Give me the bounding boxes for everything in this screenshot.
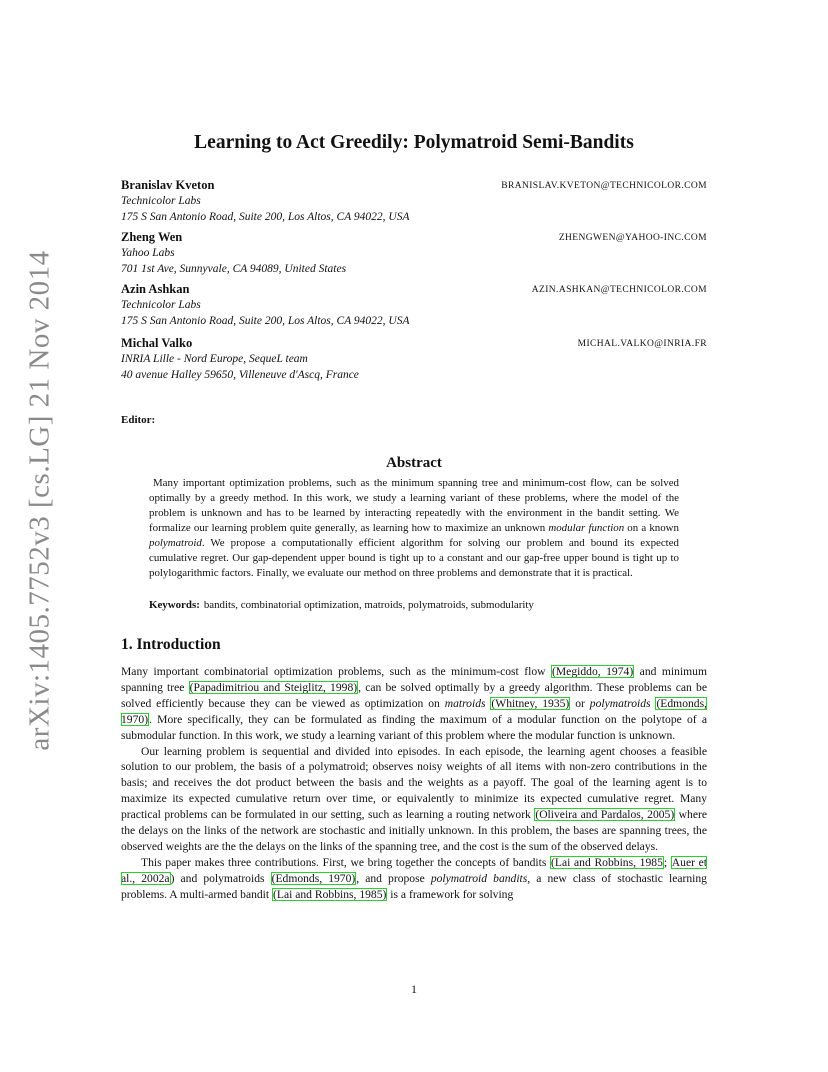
paragraph (121, 855, 707, 903)
author-affiliation: Yahoo Labs (121, 247, 175, 259)
abstract-part: on a known (624, 522, 679, 534)
section-body (121, 664, 707, 903)
page-number: 1 (411, 982, 417, 996)
citation-link[interactable]: Auer et al., 2002a (121, 855, 708, 885)
text-run: is a framework for solving (387, 887, 514, 901)
author-block (121, 229, 707, 277)
author-affiliation: INRIA Lille - Nord Europe, SequeL team (121, 353, 308, 365)
text-run: or (570, 696, 590, 710)
author-address: 175 S San Antonio Road, Suite 200, Los Altos, CA 94022, USA (121, 315, 410, 327)
keywords-label: Keywords: (149, 599, 200, 611)
section-heading: 1. Introduction (121, 636, 221, 653)
editor-label: Editor: (121, 414, 156, 426)
author-email: ZHENGWEN@YAHOO-INC.COM (558, 233, 707, 243)
emphasis: polymatroid bandits (430, 871, 528, 885)
text-run: , a new class of stochastic learning problems. A multi-armed bandit (121, 871, 707, 901)
keywords-text: bandits, combinatorial optimization, matroids, polymatroids, submodularity (203, 599, 534, 611)
author-email: AZIN.ASHKAN@TECHNICOLOR.COM (531, 285, 707, 295)
author-block (121, 335, 707, 383)
author-address: 175 S San Antonio Road, Suite 200, Los Altos, CA 94022, USA (121, 211, 410, 223)
text-run: ; (663, 855, 671, 869)
abstract-part: . We propose a computationally efficient algorithm for solving our problem and bound its expected cumulative regret. Our gap-dependent upper bound is tight up to a constant and our gap-free upper bound is tight up to polylogarithmic factors. Finally, we evaluate our method on three problems and demonstrate that it is practical. (149, 537, 679, 579)
keywords-line (149, 598, 679, 613)
text-run: where the delays on the links of the network are stochastic and initially unknown. In this problem, the bases are spanning trees, the observed weights are the the delays on the links of the spanning tree, and the cost is the sum of the observed delays. (121, 808, 707, 853)
author-name: Azin Ashkan (121, 282, 190, 296)
author-affiliation: Technicolor Labs (121, 195, 201, 207)
text-run: and minimum spanning tree (121, 665, 707, 694)
arxiv-id-text: arXiv:1405.7752v3 [cs.LG] 21 Nov 2014 (23, 249, 56, 751)
text-run: This paper makes three contributions. First, we bring together the concepts of bandits (141, 855, 551, 869)
paper-title: Learning to Act Greedily: Polymatroid Semi-Bandits (194, 132, 634, 153)
citation-link[interactable]: (Megiddo, 1974) (552, 665, 634, 678)
text-run: , and propose (356, 871, 431, 885)
citation-link[interactable]: (Lai and Robbins, 1985 (551, 855, 663, 869)
author-name: Michal Valko (121, 336, 193, 350)
abstract-part: Many important optimization problems, such as the minimum spanning tree and minimum-cost flow, can be solved optimally by a greedy method. In this work, we study a learning variant of these problems, where the model of the problem is unknown and has to be learned by interacting repeatedly with the environment in the bandit setting. We formalize our learning problem quite generally, as learning how to maximize an unknown (149, 477, 679, 534)
author-name: Zheng Wen (121, 230, 183, 244)
abstract-emphasis: modular function (548, 522, 625, 534)
text-run: , can be solved optimally by a greedy algorithm. These problems can be solved efficiently because they can be viewed as optimization on (121, 680, 707, 710)
arxiv-identifier-stamp (20, 249, 60, 751)
citation-link[interactable]: (Whitney, 1935) (491, 696, 570, 710)
abstract-text (149, 476, 679, 581)
emphasis: matroids (444, 696, 486, 710)
citation-link[interactable]: (Lai and Robbins, 1985) (273, 887, 387, 901)
paragraph (121, 744, 707, 855)
author-email: BRANISLAV.KVETON@TECHNICOLOR.COM (501, 181, 707, 191)
author-email: MICHAL.VALKO@INRIA.FR (577, 339, 707, 349)
emphasis: polymatroids (589, 696, 651, 710)
abstract-heading: Abstract (386, 455, 442, 471)
citation-link[interactable]: (Edmonds, 1970) (121, 696, 707, 726)
author-address: 40 avenue Halley 59650, Villeneuve d'Ascq, France (121, 369, 359, 381)
author-block (121, 281, 707, 329)
text-run: ) and polymatroids (170, 871, 271, 885)
citation-link[interactable]: (Edmonds, 1970) (271, 871, 356, 885)
author-name: Branislav Kveton (121, 178, 215, 192)
abstract-emphasis: polymatroid (149, 537, 202, 549)
citation-link[interactable]: (Papadimitriou and Steiglitz, 1998) (189, 680, 358, 694)
text-run: . More specifically, they can be formulated as finding the maximum of a modular function on the polytope of a submodular function. In this work, we study a learning variant of this problem where the modular function is unknown. (121, 712, 707, 742)
text-run: Many important combinatorial optimization problems, such as the minimum-cost flow (121, 665, 552, 678)
author-affiliation: Technicolor Labs (121, 299, 201, 311)
author-block (121, 177, 707, 225)
citation-link[interactable]: (Oliveira and Pardalos, 2005) (535, 808, 675, 822)
author-address: 701 1st Ave, Sunnyvale, CA 94089, United States (121, 263, 347, 275)
paragraph (121, 664, 707, 744)
text-run: Our learning problem is sequential and divided into episodes. In each episode, the learning agent chooses a feasible solution to our problem, the basis of a polymatroid; observes noisy weights of all items with non-zero contributions in the basis; and receives the dot product between the basis and the weights as a payoff. The goal of the learning agent is to maximize its expected cumulative return over time, or equivalently to minimize its expected cumulative regret. Many practical problems can be formulated in our setting, such as learning a routing network (121, 744, 707, 822)
